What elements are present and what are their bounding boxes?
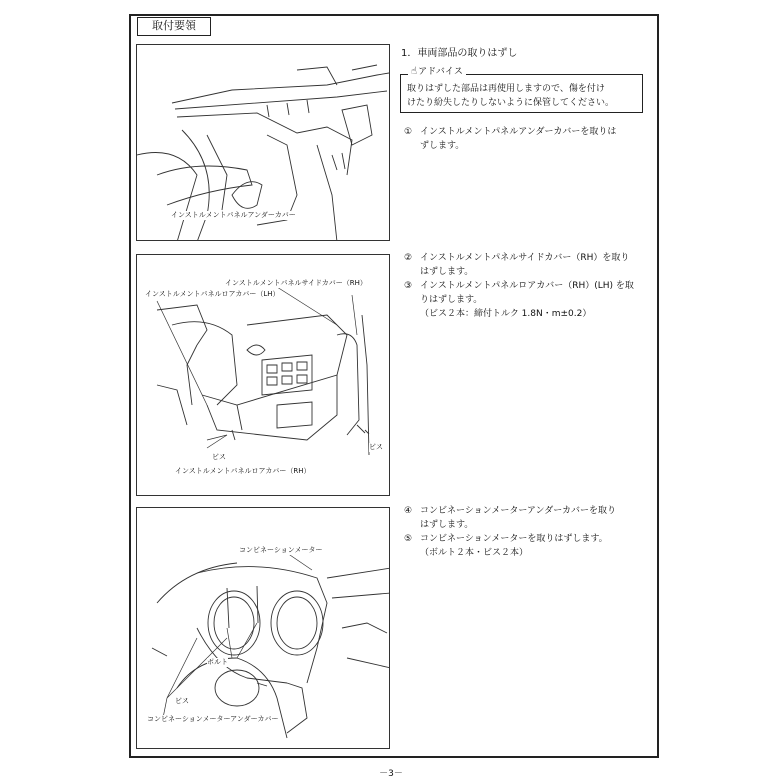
advice-line-2: けたり紛失したりしないように保管してください。 [407,98,615,108]
advice-label: アドバイス [418,67,463,77]
instruction-line [404,307,654,321]
advice-header [408,66,466,78]
instruction-line [404,546,654,560]
page-number: －3－ [379,769,403,779]
label-lower-cover-rh: インストルメントパネルロアカバー（RH） [175,467,311,475]
step-number: ⑤ [404,534,413,544]
instruction-line [404,139,654,153]
label-under-cover: インストルメントパネルアンダーカバー [171,211,296,219]
step-title: 1．車両部品の取りはずし [401,48,518,59]
instruction-text: りはずします。 [420,295,483,305]
label-screw: ビス [175,697,189,705]
label-side-cover-rh: インストルメントパネルサイドカバー（RH） [225,279,367,287]
label-meter-under-cover: コンビネーションメーターアンダーカバー [147,715,279,723]
instruction-text: ずします。 [420,141,465,151]
figure-combination-meter [136,507,390,749]
advice-box [400,74,643,113]
step-number: ① [404,127,413,137]
instruction-line [404,293,654,307]
step-number: ③ [404,281,413,291]
instruction-text: （ボルト２本・ビス２本） [420,548,529,558]
instruction-text: コンビネーションメーターアンダーカバーを取り [420,506,617,516]
instruction-text: （ビス２本：締付トルク 1.8N・m±0.2） [420,309,592,319]
instruction-line [404,279,654,293]
instruction-block-1 [404,125,654,153]
instruction-text: インストルメントパネルロアカバー（RH）(LH) を取 [420,281,634,291]
instruction-line [404,125,654,139]
instruction-line [404,532,654,546]
instruction-block-2 [404,251,654,321]
instruction-text: コンビネーションメーターを取りはずします。 [420,534,608,544]
instruction-block-3 [404,504,654,560]
label-screw-left: ビス [212,453,226,461]
step-number: ④ [404,506,413,516]
instruction-text: はずします。 [420,520,474,530]
instruction-line [404,265,654,279]
instruction-line [404,251,654,265]
instruction-line [404,518,654,532]
instruction-text: はずします。 [420,267,474,277]
figure-lower-covers [136,254,390,496]
label-lower-cover-lh: インストルメントパネルロアカバー（LH） [145,290,280,298]
figure-under-cover [136,44,390,241]
advice-line-1: 取りはずした部品は再使用しますので、傷を付け [407,84,605,94]
instruction-text: インストルメントパネルサイドカバー（RH）を取り [420,253,630,263]
instruction-text: インストルメントパネルアンダーカバーを取りは [420,127,617,137]
instruction-line [404,504,654,518]
label-combination-meter: コンビネーションメーター [239,546,323,554]
label-bolt: ボルト [207,658,228,666]
label-screw-right: ビス [369,443,383,451]
section-header-box: 取付要領 [137,17,211,36]
step-number: ② [404,253,413,263]
illustration-meter [137,508,390,749]
pointing-hand-icon: ☝ [411,66,418,77]
